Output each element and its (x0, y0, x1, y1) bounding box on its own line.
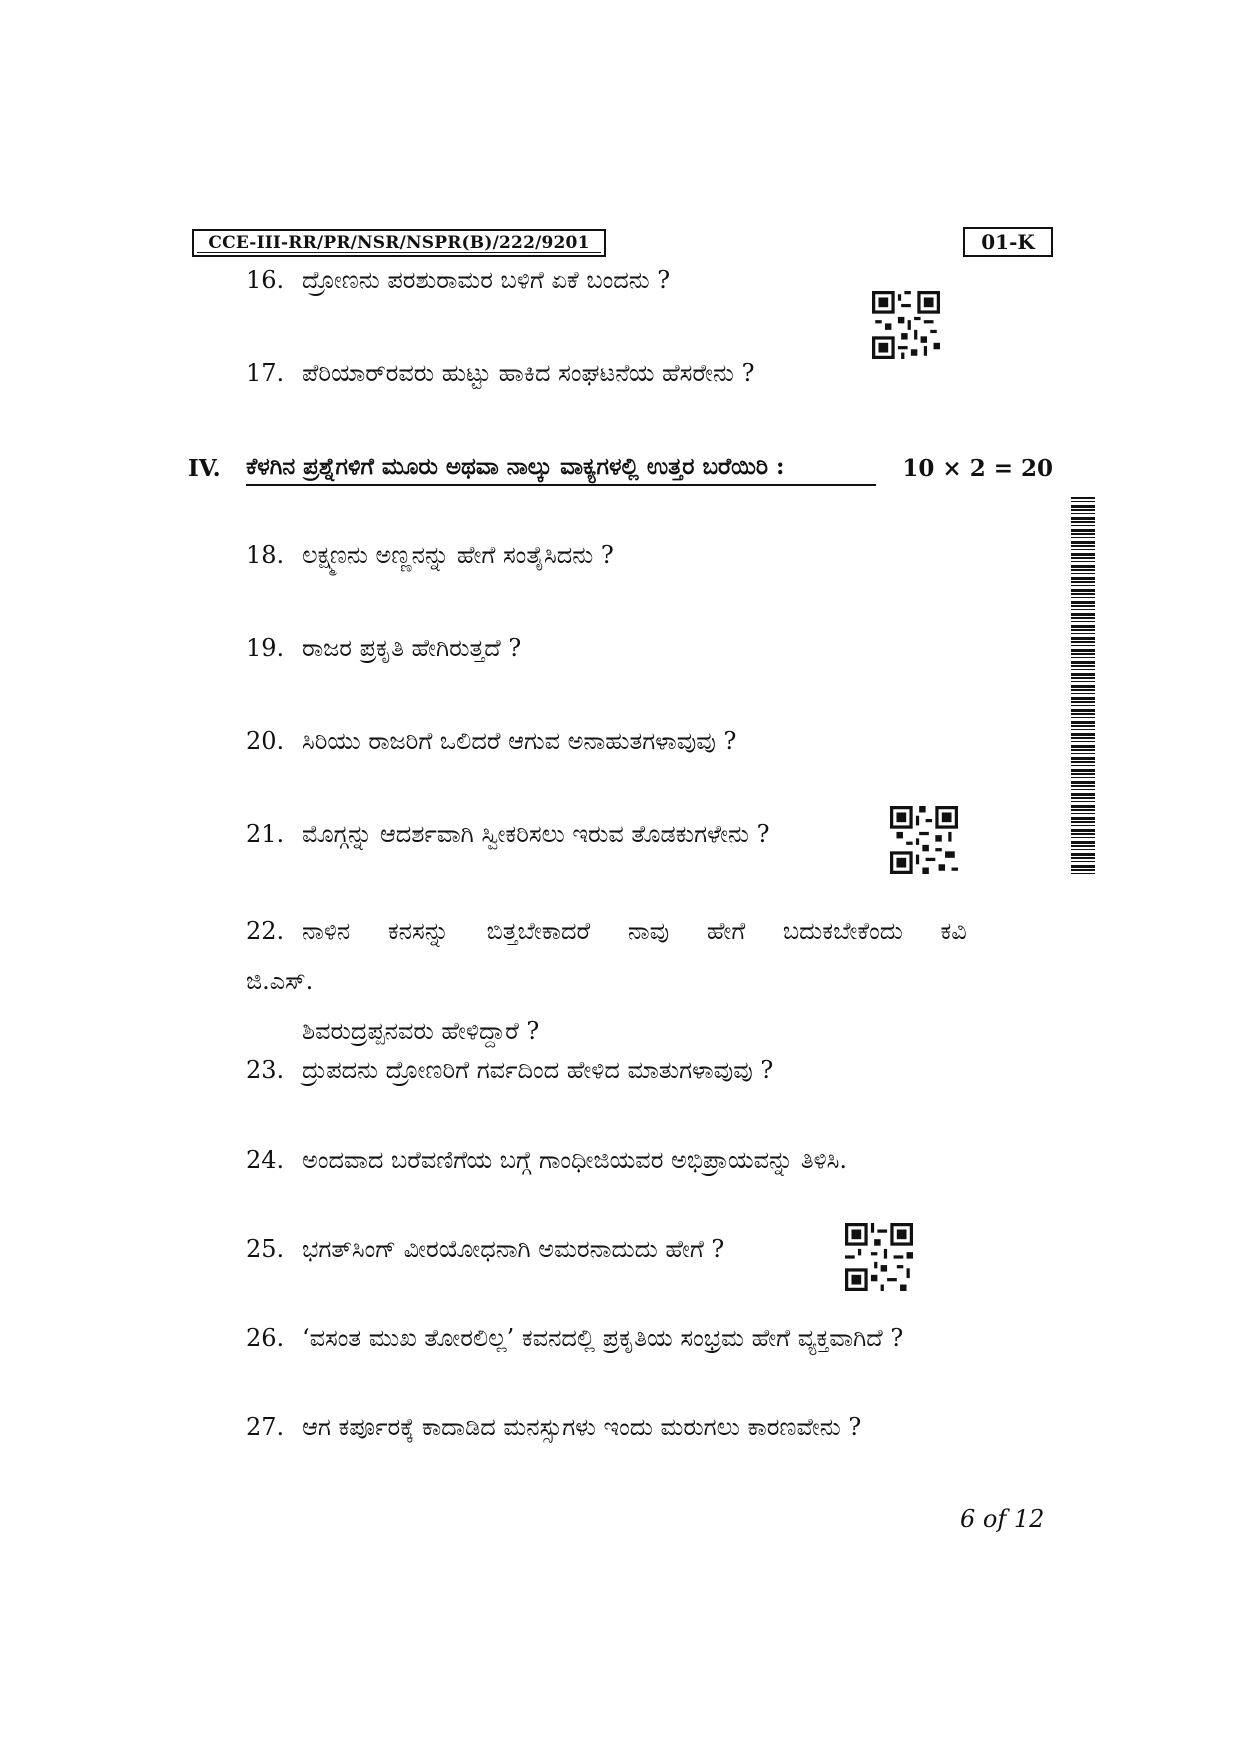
section-number: IV. (188, 455, 221, 482)
question-number: 26. (246, 1324, 285, 1352)
question-text: ರಾಜರ ಪ್ರಕೃತಿ ಹೇಗಿರುತ್ತದೆ ? (302, 634, 522, 662)
question-number: 22. (246, 917, 285, 945)
question-21 (246, 819, 769, 849)
question-text: ಸಿರಿಯು ರಾಜರಿಗೆ ಒಲಿದರೆ ಆಗುವ ಅನಾಹುತಗಳಾವುವು ? (302, 727, 737, 755)
question-number: 19. (246, 634, 285, 662)
question-20 (246, 726, 736, 756)
question-text: ಮೊಗ್ಗನ್ನು ಆದರ್ಶವಾಗಿ ಸ್ವೀಕರಿಸಲು ಇರುವ ತೊಡಕುಗಳೇನು ? (302, 820, 770, 848)
question-text: ದ್ರುಪದನು ದ್ರೋಣರಿಗೆ ಗರ್ವದಿಂದ ಹೇಳಿದ ಮಾತುಗಳಾವುವು ? (302, 1056, 774, 1084)
question-number: 23. (246, 1056, 285, 1084)
question-number: 16. (246, 266, 285, 294)
section-header (188, 453, 1053, 487)
question-24 (246, 1145, 847, 1175)
question-25 (246, 1234, 724, 1264)
paper-code: CCE-III-RR/PR/NSR/NSPR(B)/222/9201 (192, 229, 606, 257)
barcode-icon (1071, 497, 1095, 875)
question-19 (246, 633, 521, 663)
question-17 (246, 358, 754, 388)
question-number: 21. (246, 820, 285, 848)
question-22 (246, 906, 1056, 1056)
question-number: 27. (246, 1413, 285, 1441)
question-text: ಭಗತ್‌ಸಿಂಗ್ ವೀರಯೋಧನಾಗಿ ಅಮರನಾದುದು ಹೇಗೆ ? (302, 1235, 725, 1263)
question-number: 25. (246, 1235, 285, 1263)
question-18 (246, 540, 614, 570)
qr-code-icon (845, 1223, 913, 1291)
qr-code-icon (872, 291, 940, 359)
question-text-continued: ಶಿವರುದ್ರಪ್ಪನವರು ಹೇಳಿದ್ದಾರೆ ? (302, 1017, 540, 1045)
question-text: ‘ವಸಂತ ಮುಖ ತೋರಲಿಲ್ಲ’ ಕವನದಲ್ಲಿ ಪ್ರಕೃತಿಯ ಸಂಭ್ರಮ ಹೇಗೆ ವ್ಯಕ್ತವಾಗಿದೆ ? (302, 1324, 904, 1352)
question-number: 18. (246, 541, 285, 569)
subject-code: 01-K (963, 227, 1053, 257)
question-26 (246, 1323, 903, 1353)
question-27 (246, 1412, 861, 1442)
question-text: ಅಂದವಾದ ಬರೆವಣಿಗೆಯ ಬಗ್ಗೆ ಗಾಂಧೀಜಿಯವರ ಅಭಿಪ್ರಾಯವನ್ನು ತಿಳಿಸಿ. (302, 1146, 848, 1174)
page-number: 6 of 12 (960, 1505, 1045, 1533)
question-text: ಲಕ್ಷ್ಮಣನು ಅಣ್ಣನನ್ನು ಹೇಗೆ ಸಂತೈಸಿದನು ? (302, 541, 614, 569)
section-instruction: ಕೆಳಗಿನ ಪ್ರಶ್ನೆಗಳಿಗೆ ಮೂರು ಅಥವಾ ನಾಲ್ಕು ವಾಕ್ಯಗಳಲ್ಲಿ ಉತ್ತರ ಬರೆಯಿರಿ : (246, 453, 876, 486)
question-number: 17. (246, 359, 285, 387)
question-text: ಆಗ ಕರ್ಪೂರಕ್ಕೆ ಕಾದಾಡಿದ ಮನಸ್ಸುಗಳು ಇಂದು ಮರುಗಲು ಕಾರಣವೇನು ? (302, 1413, 862, 1441)
qr-code-icon (890, 806, 958, 874)
question-23 (246, 1055, 773, 1085)
question-number: 24. (246, 1146, 285, 1174)
question-text: ನಾಳಿನ ಕನಸನ್ನು ಬಿತ್ತಬೇಕಾದರೆ ನಾವು ಹೇಗೆ ಬದುಕಬೇಕೆಂದು ಕವಿ ಜಿ.ಎಸ್. (246, 917, 967, 995)
question-text: ಪೆರಿಯಾರ್‌ರವರು ಹುಟ್ಟು ಹಾಕಿದ ಸಂಘಟನೆಯ ಹೆಸರೇನು ? (302, 359, 755, 387)
question-text: ದ್ರೋಣನು ಪರಶುರಾಮರ ಬಳಿಗೆ ಏಕೆ ಬಂದನು ? (302, 266, 671, 294)
section-marks: 10 × 2 = 20 (902, 455, 1053, 482)
question-16 (246, 265, 670, 295)
question-number: 20. (246, 727, 285, 755)
